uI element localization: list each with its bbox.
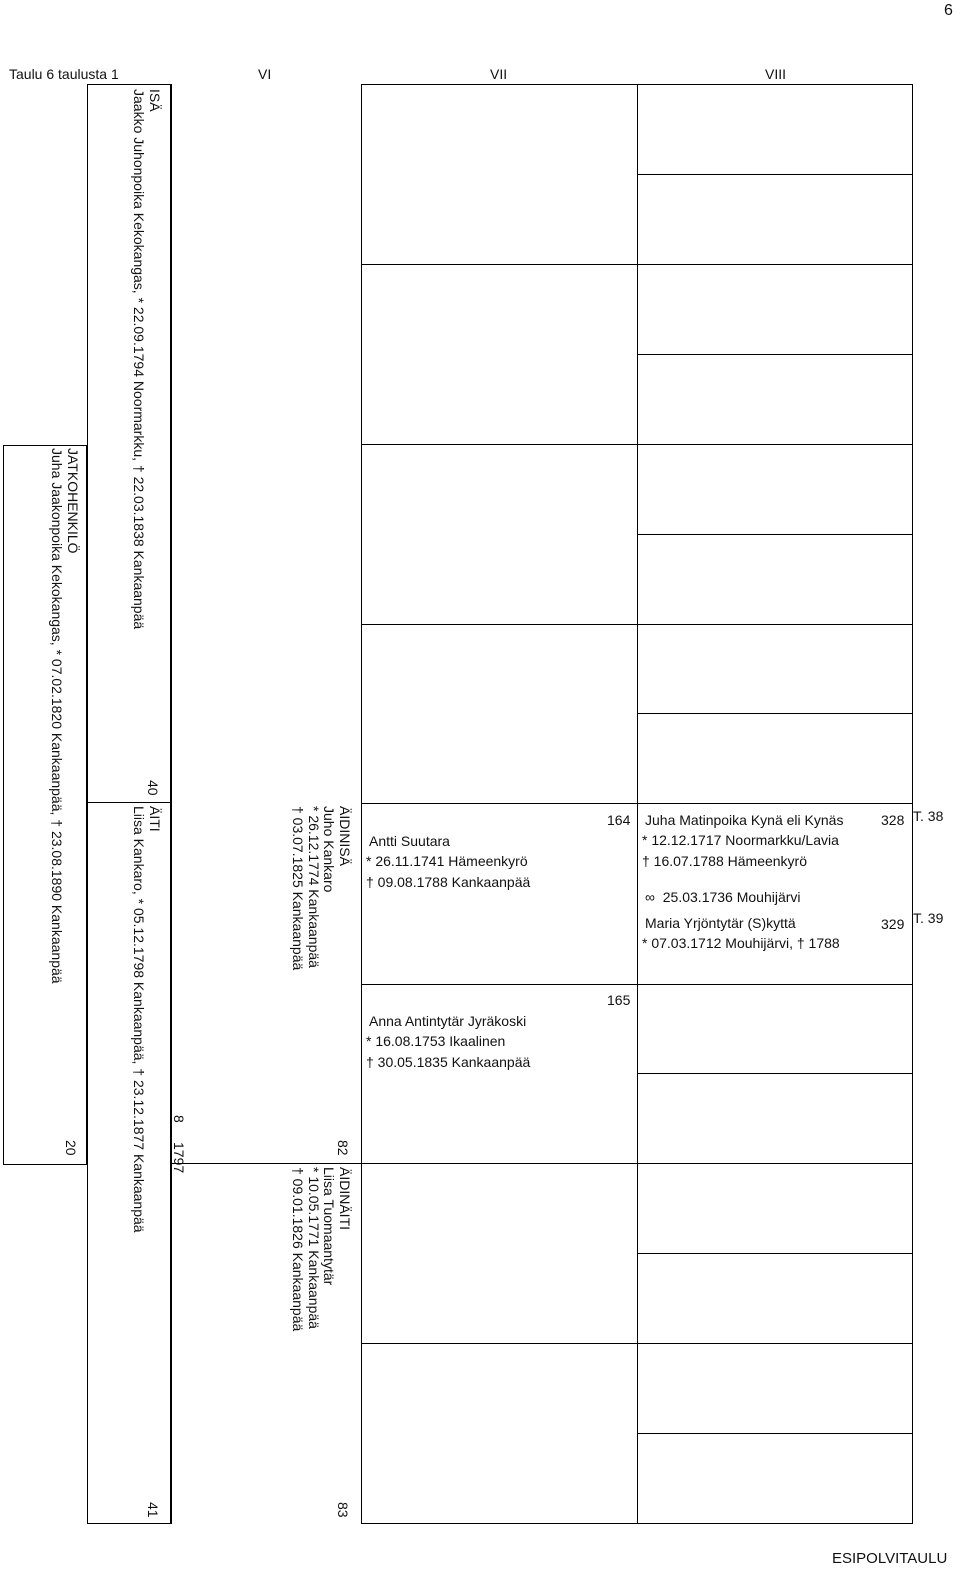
gen8-row-rule-2 — [637, 264, 912, 265]
gen7-top-rule — [361, 84, 637, 85]
gen8-person-329-name: Maria Yrjöntytär (S)kyttä — [645, 915, 796, 931]
gen8-marriage — [645, 889, 801, 906]
grandparents-right-rule — [361, 84, 362, 1524]
mother-number: 41 — [145, 1502, 161, 1518]
father-text — [131, 89, 162, 629]
gen7-person-164-name: Antti Suutara — [369, 833, 450, 849]
gen7-row-rule-2 — [361, 444, 637, 445]
father-number: 40 — [145, 780, 161, 796]
marriage-year: 1797 — [171, 1142, 187, 1174]
gen8-bottom-rule — [637, 1523, 912, 1524]
gen7-person-165-name: Anna Antintytär Jyräkoski — [369, 1013, 527, 1029]
gen7-row-rule-3 — [361, 624, 637, 625]
maternal-grandfather-name: Juho Kankaro — [321, 806, 338, 893]
table-label: Taulu 6 taulusta 1 — [9, 66, 119, 82]
maternal-grandmother-birth: * 10.05.1771 Kankaanpää — [306, 1167, 322, 1329]
gen7-person-164-death: † 09.08.1788 Kankaanpää — [366, 874, 531, 890]
maternal-grandfather-birth: * 26.12.1774 Kankaanpää — [306, 806, 322, 968]
gen7-row-rule-4 — [361, 803, 637, 804]
gen7-person-165-number: 165 — [607, 992, 631, 1008]
gen8-person-329-ref[interactable]: T. 39 — [913, 910, 944, 926]
gen8-row-rule-8 — [637, 803, 912, 804]
generation-vi-label: VI — [258, 66, 272, 82]
gen7-person-164-number: 164 — [607, 812, 631, 828]
marriage-symbol-icon: ∞ — [645, 889, 655, 905]
footer-label: ESIPOLVITAULU — [832, 1550, 948, 1567]
gen8-row-rule-10 — [637, 1073, 912, 1074]
proband-number: 20 — [63, 1140, 79, 1156]
gen8-row-rule-3 — [637, 354, 912, 355]
gen8-person-328-number: 328 — [881, 812, 905, 828]
gen8-row-rule-9 — [637, 984, 912, 985]
gen8-row-rule-5 — [637, 534, 912, 535]
marriage-ref: 8 — [171, 1115, 187, 1123]
gen7-right-rule — [637, 84, 638, 1524]
maternal-grandmother-death: † 09.01.1826 Kankaanpää — [290, 1167, 307, 1332]
gen8-row-rule-4 — [637, 444, 912, 445]
gen8-top-rule — [637, 84, 912, 85]
gen7-row-rule-5 — [361, 984, 637, 985]
gen8-row-rule-1 — [637, 174, 912, 175]
proband-heading: JATKOHENKILÖ — [65, 448, 81, 554]
gen8-row-rule-11 — [637, 1163, 912, 1164]
mother-details: Liisa Kankaro, * 05.12.1798 Kankaanpää, † 23.12.1877 Kankaanpää — [131, 806, 148, 1233]
father-heading: ISÄ — [147, 89, 163, 112]
mother-heading: ÄITI — [147, 806, 163, 832]
gen7-person-164-birth: * 26.11.1741 Hämeenkyrö — [366, 853, 528, 869]
maternal-grandmother-name: Liisa Tuomaantytär — [321, 1167, 338, 1286]
gen8-person-328-birth: * 12.12.1717 Noormarkku/Lavia — [642, 832, 839, 848]
gen8-right-rule — [912, 84, 913, 1524]
gen7-row-rule-7 — [361, 1343, 637, 1344]
maternal-grandfather-number: 82 — [335, 1140, 351, 1156]
gen8-person-329-number: 329 — [881, 916, 905, 932]
gen8-person-328-death: † 16.07.1788 Hämeenkyrö — [642, 853, 807, 869]
gen7-person-165-birth: * 16.08.1753 Ikaalinen — [366, 1033, 506, 1049]
gen7-row-rule-6 — [361, 1163, 637, 1164]
grandparents-lower-rule — [171, 1163, 361, 1164]
gen8-person-328-name: Juha Matinpoika Kynä eli Kynäs — [645, 812, 844, 828]
maternal-grandmother-text — [290, 1167, 352, 1331]
maternal-grandfather-heading: ÄIDINISÄ — [337, 806, 353, 866]
gen8-row-rule-7 — [637, 713, 912, 714]
gen7-row-rule-1 — [361, 264, 637, 265]
gen8-marriage-text: 25.03.1736 Mouhijärvi — [662, 889, 801, 905]
gen8-row-rule-13 — [637, 1343, 912, 1344]
gen8-row-rule-6 — [637, 624, 912, 625]
parents-divider — [87, 802, 171, 803]
gen7-person-165-death: † 30.05.1835 Kankaanpää — [366, 1054, 531, 1070]
gen8-person-329-birth: * 07.03.1712 Mouhijärvi, † 1788 — [642, 935, 840, 951]
maternal-grandmother-heading: ÄIDINÄITI — [337, 1167, 353, 1231]
mother-text — [131, 806, 162, 1233]
generation-viii-label: VIII — [765, 66, 787, 82]
grandparents-left-rule — [171, 84, 172, 1524]
gen8-row-rule-14 — [637, 1433, 912, 1434]
proband-details: Juha Jaakonpoika Kekokangas, * 07.02.1820 Kankaanpää, † 23.08.1890 Kankaanpää — [49, 448, 66, 984]
gen8-row-rule-12 — [637, 1253, 912, 1254]
maternal-grandmother-number: 83 — [335, 1502, 351, 1518]
maternal-grandfather-text — [290, 806, 352, 970]
proband-text — [49, 448, 80, 984]
father-details: Jaakko Juhonpoika Kekokangas, * 22.09.1794 Noormarkku, † 22.03.1838 Kankaanpää — [131, 89, 148, 630]
generation-vii-label: VII — [490, 66, 508, 82]
page-number: 6 — [944, 2, 953, 19]
maternal-grandfather-death: † 03.07.1825 Kankaanpää — [290, 806, 307, 971]
gen7-bottom-rule — [361, 1523, 637, 1524]
gen8-person-328-ref[interactable]: T. 38 — [913, 808, 944, 824]
